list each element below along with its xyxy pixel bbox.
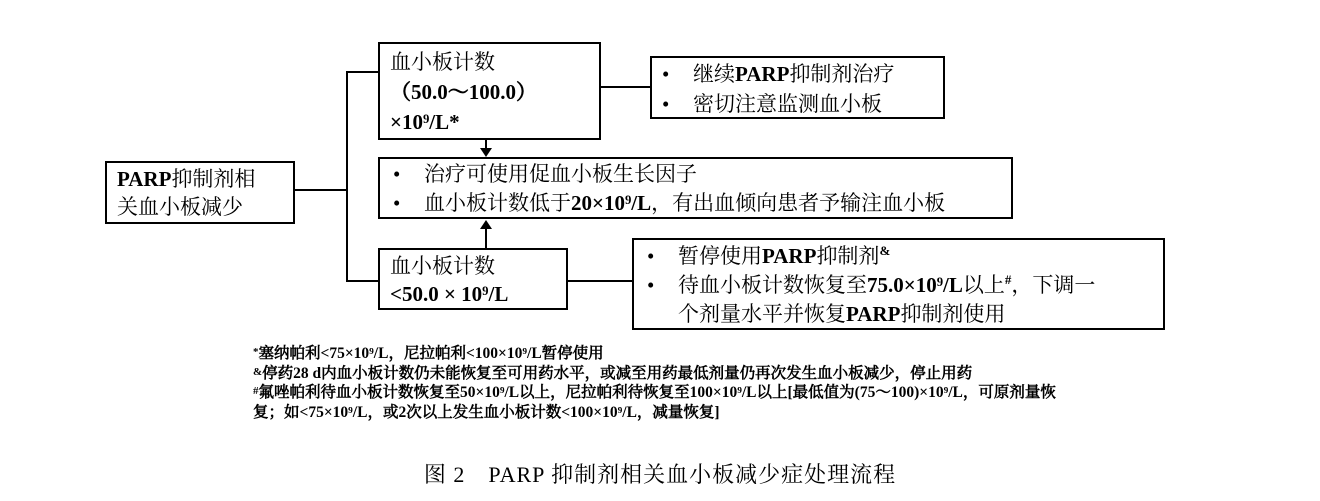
footnote-marker: # bbox=[253, 385, 259, 398]
footnote-marker: * bbox=[253, 346, 259, 358]
box-text-line: ×10⁹/L* bbox=[390, 110, 460, 134]
bullet-icon bbox=[393, 160, 424, 189]
box-platelet-count-below-50 bbox=[378, 248, 568, 310]
list-item bbox=[393, 160, 1011, 189]
list-item-text: 个剂量水平并恢复PARP抑制剂使用 bbox=[678, 302, 1006, 326]
connector-range-to-continue-box bbox=[601, 86, 650, 88]
connector-start-to-branch bbox=[295, 189, 347, 191]
list-item-continuation bbox=[647, 300, 1163, 329]
footnote-marker: & bbox=[253, 365, 263, 378]
bullet-icon bbox=[647, 271, 678, 300]
footnote-line bbox=[253, 344, 1313, 364]
box-text-line: 血小板计数 bbox=[390, 254, 495, 278]
list-item-text: 暂停使用PARP抑制剂& bbox=[678, 243, 891, 268]
bullet-icon bbox=[662, 59, 693, 89]
arrow-up-line bbox=[485, 228, 487, 248]
bullet-icon bbox=[647, 242, 678, 271]
box-text-line: PARP抑制剂相 bbox=[117, 167, 256, 191]
box-text-line: <50.0 × 10⁹/L bbox=[390, 282, 509, 306]
list-item-text: 密切注意监测血小板 bbox=[693, 92, 882, 116]
box-treatment-options bbox=[378, 157, 1013, 219]
bullet-icon bbox=[662, 89, 693, 119]
connector-branch-to-low-box bbox=[347, 280, 378, 282]
box-continue-parp-treatment bbox=[650, 56, 945, 119]
bullet-icon bbox=[393, 189, 424, 218]
connector-branch-to-range-box bbox=[347, 71, 378, 73]
box-text-line: （50.0～100.0） bbox=[390, 80, 537, 104]
connector-branch-vertical bbox=[346, 71, 348, 282]
footnote-text: 停药28 d内血小板计数仍未能恢复至可用药水平，或减至用药最低剂量仍再次发生血小板减少，停止用药 bbox=[262, 364, 973, 382]
footnote-line bbox=[253, 403, 1313, 423]
footnote-text: 氟唑帕利待血小板计数恢复至50×10⁹/L以上，尼拉帕利待恢复至100×10⁹/L以上[最低值为(75～100)×10⁹/L，可原剂量恢 bbox=[258, 384, 1056, 402]
box-pause-parp-inhibitor bbox=[632, 238, 1165, 330]
figure-caption: 图 2 PARP 抑制剂相关血小板减少症处理流程 bbox=[423, 462, 897, 487]
list-item-text: 血小板计数低于20×10⁹/L，有出血倾向患者予输注血小板 bbox=[424, 191, 946, 215]
list-item bbox=[662, 59, 943, 89]
footnote-text: 复；如<75×10⁹/L，或2次以上发生血小板计数<100×10⁹/L，减量恢复] bbox=[253, 403, 720, 421]
footnote-text: 塞纳帕利<75×10⁹/L，尼拉帕利<100×10⁹/L暂停使用 bbox=[258, 345, 604, 362]
connector-low-to-pause-box bbox=[568, 280, 632, 282]
box-platelet-count-50-100 bbox=[378, 42, 601, 140]
footnote-line bbox=[253, 364, 1313, 384]
box-text-line: 血小板计数 bbox=[390, 50, 495, 74]
list-item bbox=[647, 271, 1163, 300]
list-item-text: 治疗可使用促血小板生长因子 bbox=[424, 162, 697, 186]
footnotes bbox=[253, 344, 1313, 422]
list-item bbox=[647, 242, 1163, 271]
box-parp-related-thrombocytopenia bbox=[105, 161, 295, 224]
list-item-text: 待血小板计数恢复至75.0×10⁹/L以上#，下调一 bbox=[678, 272, 1096, 297]
list-item bbox=[662, 89, 943, 119]
arrowhead-down-icon bbox=[480, 148, 492, 157]
footnote-line bbox=[253, 383, 1313, 403]
list-item-text: 继续PARP抑制剂治疗 bbox=[693, 62, 895, 86]
list-item bbox=[393, 189, 1011, 218]
box-text-line: 关血小板减少 bbox=[117, 195, 243, 219]
